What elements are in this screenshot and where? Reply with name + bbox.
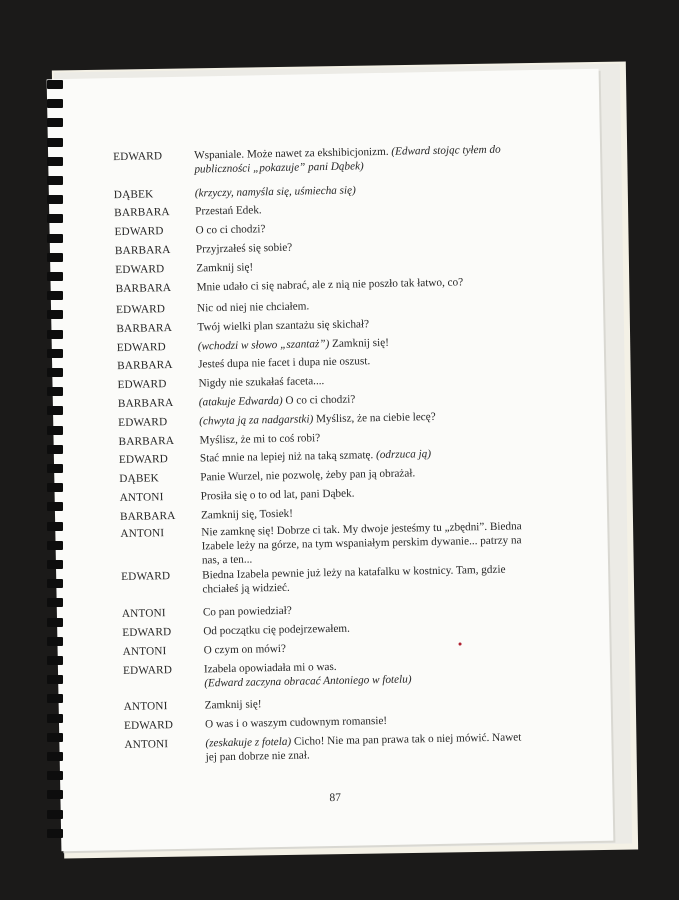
speaker-name: ANTONI <box>122 645 167 659</box>
binding-ring <box>47 771 63 780</box>
spoken-text: Stać mnie na lepiej niż na taką szmatę. <box>199 449 377 465</box>
speaker-name: BARBARA <box>115 282 172 296</box>
binding-ring <box>47 80 63 89</box>
stage-direction: (zeskakuje z fotela) <box>205 735 292 750</box>
dialogue-text <box>195 217 517 237</box>
binding-ring <box>47 310 63 319</box>
binding-ring <box>47 234 63 243</box>
stage-direction: (odrzuca ją) <box>375 448 432 462</box>
speaker-name: EDWARD <box>118 416 168 430</box>
speaker-name: BARBARA <box>114 206 170 220</box>
spoken-text: O co ci chodzi? <box>195 223 266 237</box>
binding-ring <box>47 752 63 761</box>
binding-ring <box>47 694 63 703</box>
spoken-text: Mnie udało ci się nabrać, ale z nią nie poszło tak łatwo, co? <box>196 276 464 294</box>
binding-ring <box>47 195 63 204</box>
spiral-binding <box>47 80 65 850</box>
speaker-name: EDWARD <box>123 719 174 733</box>
binding-ring <box>47 138 63 147</box>
binding-ring <box>47 522 63 531</box>
binding-ring <box>47 733 63 742</box>
spoken-text: Przyjrzałeś się sobie? <box>195 241 293 256</box>
spoken-text: Myślisz, że mi to coś robi? <box>199 432 321 447</box>
page-number: 87 <box>329 791 342 805</box>
speaker-name: DĄBEK <box>119 472 159 486</box>
dialogue-text <box>199 389 521 409</box>
binding-ring <box>47 176 63 185</box>
speaker-name: BARBARA <box>117 359 173 373</box>
binding-ring <box>47 445 63 454</box>
speaker-name: ANTONI <box>124 738 169 751</box>
binding-ring <box>47 790 63 799</box>
spoken-text: Cicho! Nie ma pan prawa tak o niej mówić. Nawet jej pan dobrze nie znał. <box>205 731 522 764</box>
speaker-name: EDWARD <box>115 303 166 317</box>
binding-ring <box>47 829 63 838</box>
binding-ring <box>47 810 63 819</box>
stage-direction: (Edward stojąc tyłem do publiczności „pokazuje” pani Dąbek) <box>194 143 501 176</box>
spoken-text: Przestań Edek. <box>195 204 262 218</box>
dialogue-text <box>198 370 520 390</box>
speaker-name: BARBARA <box>116 322 173 336</box>
spoken-text: Zamknij się! <box>329 336 390 350</box>
spoken-text: Prosiła się o to od lat, pani Dąbek. <box>200 487 355 503</box>
dialogue-text <box>200 464 522 484</box>
speaker-name: EDWARD <box>115 263 165 277</box>
dialogue-text <box>205 730 527 764</box>
ink-dot <box>459 643 462 646</box>
binding-ring <box>47 598 63 607</box>
dialogue-text <box>195 198 517 218</box>
speaker-name: ANTONI <box>121 607 166 621</box>
speaker-name: ANTONI <box>123 700 168 714</box>
binding-ring <box>47 560 63 569</box>
spoken-text: Izabela opowiadała mi o was. <box>203 660 337 676</box>
stage-direction: (chwyta ją za nadgarstki) <box>199 413 314 428</box>
binding-ring <box>47 349 63 358</box>
binding-ring <box>47 157 63 166</box>
binding-ring <box>47 483 63 492</box>
binding-ring <box>47 426 63 435</box>
binding-ring <box>47 330 63 339</box>
spoken-text: Panie Wurzel, nie pozwolę, żeby pan ją obrażał. <box>200 467 416 484</box>
dialogue-text <box>195 180 517 200</box>
speaker-name: BARBARA <box>117 396 174 411</box>
dialogue-text <box>197 314 519 334</box>
binding-ring <box>47 502 63 511</box>
speaker-name: ANTONI <box>120 527 165 541</box>
speaker-name: EDWARD <box>122 626 172 640</box>
dialogue-text <box>197 295 519 315</box>
speaker-name: BARBARA <box>119 509 176 524</box>
binding-ring <box>47 618 63 627</box>
spoken-text: Zamknij się! <box>196 261 254 275</box>
spoken-text: Nie zamknę się! Dobrze ci tak. My dwoje jesteśmy tu „zbędni”. Biedna Izabele leży na górze, na tym wspaniałym perskim dywanie... patrzy na nas, a ten... <box>201 520 522 567</box>
dialogue-text <box>199 427 521 447</box>
speaker-name: BARBARA <box>114 244 171 258</box>
dialogue-text <box>203 637 525 657</box>
dialogue-text <box>203 599 525 619</box>
stage-direction: (krzyczy, namyśla się, uśmiecha się) <box>194 184 356 200</box>
binding-ring <box>47 272 63 281</box>
speaker-name: EDWARD <box>121 570 171 584</box>
stage-direction: (wchodzi w słowo „szantaż”) <box>197 337 330 353</box>
dialogue-text <box>194 142 516 176</box>
speaker-name: BARBARA <box>118 434 175 449</box>
spoken-text: Twój wielki plan szantażu się skichał? <box>197 318 370 334</box>
speaker-name: EDWARD <box>116 341 166 355</box>
binding-ring <box>47 714 63 723</box>
binding-ring <box>47 637 63 646</box>
speaker-name: EDWARD <box>117 378 167 392</box>
spoken-text: Jesteś dupa nie facet i dupa nie oszust. <box>198 355 371 371</box>
spoken-text: Od początku cię podejrzewałem. <box>203 622 350 638</box>
dialogue-text <box>204 656 526 690</box>
dialogue-text <box>201 483 523 503</box>
binding-ring <box>47 291 63 300</box>
spoken-text: Biedna Izabela pewnie już leży na katafalku w kostnicy. Tam, gdzie chciałeś ją widzieć. <box>202 563 506 596</box>
binding-ring <box>47 406 63 415</box>
dialogue-text <box>203 618 525 638</box>
dialogue-text <box>205 692 527 712</box>
binding-ring <box>47 464 63 473</box>
speaker-name: EDWARD <box>114 225 164 239</box>
binding-ring <box>47 99 63 108</box>
spoken-text: Wspaniale. Może nawet za ekshibicjonizm. <box>194 145 392 162</box>
spoken-text: O co ci chodzi? <box>282 393 356 407</box>
binding-ring <box>47 541 63 550</box>
binding-ring <box>47 579 63 588</box>
speaker-name: EDWARD <box>122 664 173 678</box>
speaker-name: ANTONI <box>119 491 164 505</box>
binding-ring <box>47 118 63 127</box>
binding-ring <box>47 675 63 684</box>
script-page <box>47 69 614 851</box>
binding-ring <box>47 656 63 665</box>
speaker-name: EDWARD <box>113 150 163 164</box>
binding-ring <box>47 214 63 223</box>
dialogue-text <box>205 711 527 731</box>
speaker-name: EDWARD <box>118 453 169 467</box>
binding-ring <box>47 387 63 396</box>
spoken-text: Co pan powiedział? <box>202 604 292 619</box>
spoken-text: O czym on mówi? <box>203 642 287 657</box>
stage-direction: (Edward zaczyna obracać Antoniego w fotelu) <box>204 673 412 690</box>
spoken-text: Zamknij się, Tosiek! <box>200 507 294 522</box>
spoken-text: O was i o waszym cudownym romansie! <box>204 714 388 731</box>
dialogue-text <box>201 519 524 567</box>
spoken-text: Nic od niej nie chciałem. <box>196 300 310 315</box>
dialogue-text <box>197 274 519 294</box>
dialogue-text <box>198 333 520 353</box>
dialogue-text <box>196 255 518 275</box>
binding-ring <box>47 253 63 262</box>
dialogue-text <box>199 408 521 428</box>
spoken-text: Nigdy nie szukałaś faceta.... <box>198 375 325 390</box>
binding-ring <box>47 368 63 377</box>
dialogue-text <box>198 351 520 371</box>
speaker-name: DĄBEK <box>113 188 154 202</box>
dialogue-text <box>196 236 518 256</box>
spoken-text: Zamknij się! <box>204 698 262 712</box>
stage-direction: (atakuje Edwarda) <box>198 394 283 409</box>
dialogue-text <box>202 562 524 596</box>
dialogue-text <box>200 445 522 465</box>
spoken-text: Myślisz, że na ciebie lecę? <box>313 410 436 426</box>
